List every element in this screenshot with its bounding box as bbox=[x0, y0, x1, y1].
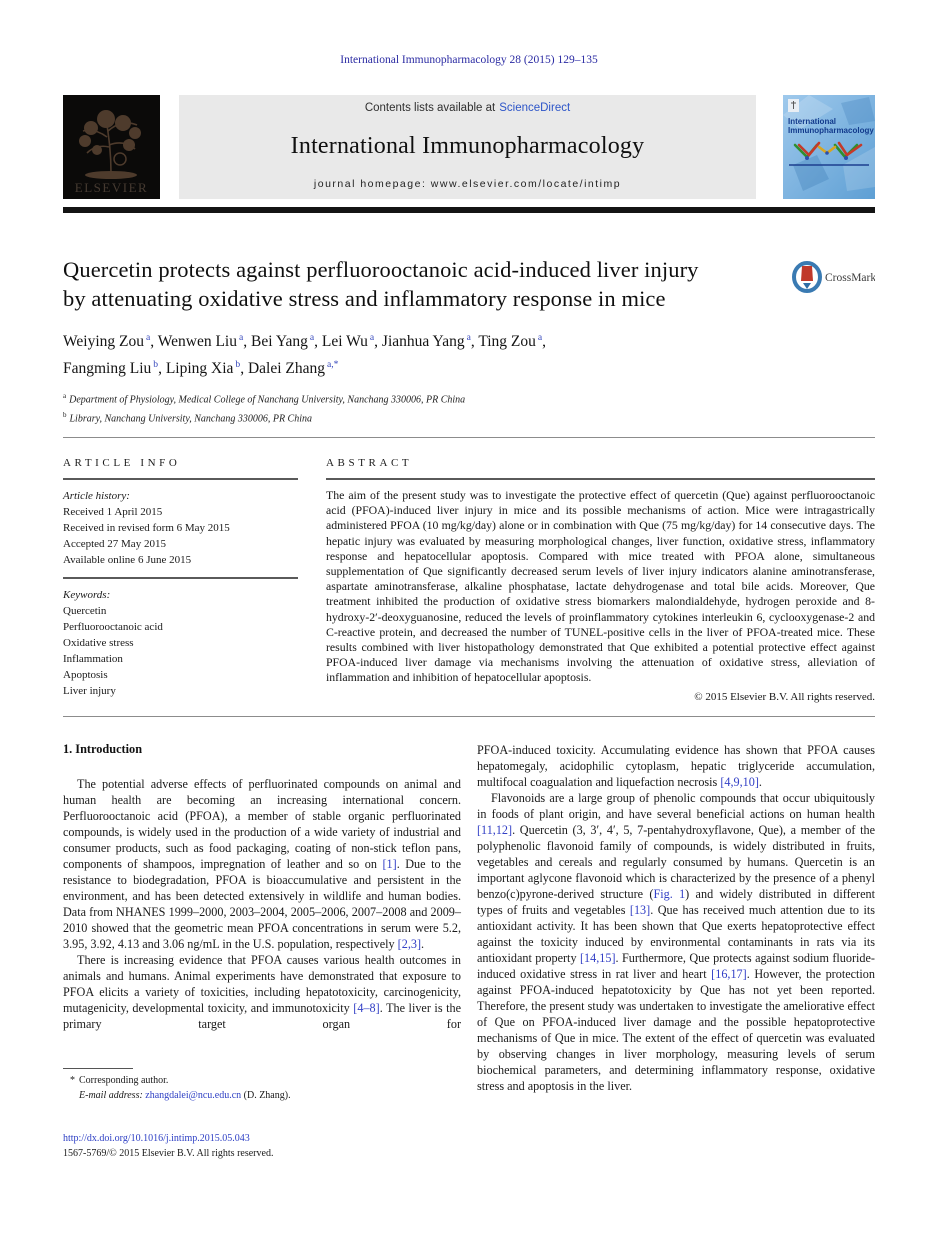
affiliations bbox=[63, 389, 875, 426]
author: Wenwen Liu $^a$, bbox=[157, 332, 251, 351]
abstract-text: The aim of the present study was to investigate the protective effect of quercetin (Que) against perfluorooctanoic acid (PFOA)-induced liver injury in mice and its possible mechanisms of action. Mice were intragastrically administered PFOA (10 mg/kg/day) alone or in combination with Que (75 mg/kg/day) for 14 consecutive days. The hepatic injury was evaluated by measuring morphological changes, liver function, oxidative stress, inflammatory response and hepatocellular apoptosis. Compared with mice treated with PFOA alone, simultaneous supplementation of Que significantly decreased serum levels of liver injury indicators alanine aminotransferase, aspartate aminotransferase, alkaline phosphatase, lactate dehydrogenase and total bile acids. Moreover, Que treatment inhibited the production of oxidative stress biomarkers malondialdehyde, hydrogen peroxide and 8-hydroxy-2′-deoxyguanosine, reduced the levels of proinflammatory cytokines interleukin 6, cyclooxygenase-2 and C-reactive protein, and decreased the number of TUNEL-positive cells in the liver of PFOA-treated mice. These results combined with liver histopathology demonstrated that Que exhibited a potential protective effect against PFOA-induced liver damage via mechanisms involving the attenuation of oxidative stress, alleviation of inflammation and inhibition of hepatocellular apoptosis. bbox=[326, 487, 875, 685]
elsevier-wordmark: ELSEVIER bbox=[74, 180, 149, 195]
sciencedirect-link[interactable]: ScienceDirect bbox=[499, 102, 571, 114]
crossmark-badge[interactable] bbox=[791, 260, 875, 313]
article-title-line2: by attenuating oxidative stress and inflammatory response in mice bbox=[63, 285, 666, 311]
intro-paragraph-4: Flavonoids are a large group of phenolic compounds that occur ubiquitously in foods of plant origin, and have several beneficial actions on human health [11,12]. Quercetin (3, 3′, 4′, 5, 7-pentahydroxyflavone, Que), a member of the polyphenolic flavonoid family of compounds, is widely distributed in fruits, vegetables and cereals and regularly consumed by humans. Quercetin is an important aglycone flavonoid which is characterized by the presence of a phenyl benzo(c)pyrone-derived structure (Fig. 1) and widely distributed in different types of fruits and vegetables [13]. Que has received much attention due to its antioxidant activity. It has been shown that Que exerts hepatoprotective effect against the toxicity induced by environmental contaminants in rats via its antioxidant property [14,15]. Furthermore, Que protects against sodium fluoride-induced oxidative stress in rat liver and heart [16,17]. However, the protection against PFOA-induced hepatotoxicity by Que has not yet been reported. Therefore, the present study was undertaken to investigate the ameliorative effect of Que on PFOA-induced liver damage and the possible hepatoprotective mechanisms of Que in mice. The extent of the effect of quercetin was evaluated by observing changes in liver morphology, measuring levels of serum biochemical parameters, and determining inflammatory response, oxidative stress and apoptosis in the liver. bbox=[477, 790, 875, 1093]
info-abstract-section bbox=[63, 457, 875, 703]
article-title bbox=[63, 256, 699, 313]
footnote-line1: * Corresponding author. bbox=[70, 1075, 169, 1086]
affiliation-b: $^b$ Library, Nanchang University, Nanchang 330006, PR China bbox=[63, 410, 312, 424]
homepage-url-link[interactable]: www.elsevier.com/locate/intimp bbox=[430, 178, 622, 190]
history-item: Accepted 27 May 2015 bbox=[63, 537, 166, 550]
author: Fangming Liu $^b$, bbox=[63, 359, 166, 378]
contents-line-text: Contents lists available at bbox=[364, 102, 496, 114]
history-item: Received 1 April 2015 bbox=[63, 505, 163, 518]
keywords-block bbox=[63, 587, 298, 699]
article-history-label: Article history: bbox=[63, 489, 130, 502]
masthead-divider-bar bbox=[63, 207, 875, 213]
citation-link[interactable]: [4,9,10] bbox=[720, 774, 759, 789]
author-list bbox=[63, 326, 875, 380]
citation-link[interactable]: [2,3] bbox=[397, 936, 422, 951]
crossmark-label: CrossMark bbox=[825, 272, 875, 284]
divider-rule bbox=[63, 437, 875, 438]
affiliation-a: $^a$ Department of Physiology, Medical College of Nanchang University, Nanchang 330006, PR China bbox=[63, 392, 466, 406]
running-head-citation: International Immunopharmacology 28 (2015) 129–135 bbox=[340, 54, 598, 66]
corresponding-email-link[interactable]: zhangdalei@ncu.edu.cn bbox=[145, 1089, 242, 1101]
author: Weiying Zou $^a$, bbox=[63, 332, 158, 351]
journal-cover-thumbnail bbox=[783, 95, 875, 199]
journal-masthead bbox=[63, 95, 875, 199]
journal-title: International Immunopharmacology bbox=[290, 132, 645, 159]
intro-paragraph-2: There is increasing evidence that PFOA causes various health outcomes in animals and humans. Animal experiments have demonstrated that exposure to PFOA elicits a variety of toxicities, including hepatotoxicity, carcinogenicity, mutagenicity, developmental toxicity, and immunotoxicity [4–8]. The liver is the primary target organ for bbox=[63, 952, 461, 1031]
footnote-line2: E-mail address: zhangdalei@ncu.edu.cn (D. Zhang). bbox=[79, 1089, 291, 1101]
cover-title-line2: Immunopharmacology bbox=[788, 126, 874, 135]
contents-line bbox=[183, 102, 752, 114]
citation-link[interactable]: [13] bbox=[629, 902, 651, 917]
intro-paragraph-3: PFOA-induced toxicity. Accumulating evidence has shown that PFOA causes hepatomegaly, acidophilic cytoplasm, hepatic triglyceride accumulation, multifocal coagualation and liquefaction necrosis [4,9,10]. bbox=[477, 742, 875, 789]
author: Ting Zou $^a$, bbox=[478, 332, 547, 351]
elsevier-logo bbox=[63, 95, 160, 199]
abstract-column bbox=[326, 457, 875, 703]
history-item: Available online 6 June 2015 bbox=[63, 553, 192, 566]
citation-link[interactable]: [1] bbox=[382, 856, 397, 871]
citation-link[interactable]: [4–8] bbox=[353, 1000, 380, 1015]
article-info-heading: ARTICLE INFO bbox=[63, 456, 181, 469]
keyword: Apoptosis bbox=[63, 668, 108, 681]
doi-link[interactable]: http://dx.doi.org/10.1016/j.intimp.2015.05.043 bbox=[63, 1133, 250, 1144]
citation-link[interactable]: [11,12] bbox=[477, 822, 513, 837]
author: Jianhua Yang $^a$, bbox=[381, 332, 479, 351]
abstract-copyright: © 2015 Elsevier B.V. All rights reserved. bbox=[694, 690, 875, 703]
section-heading-introduction: 1. Introduction bbox=[63, 741, 143, 756]
article-title-line1: Quercetin protects against perfluorooctanoic acid-induced liver injury bbox=[63, 257, 699, 282]
body-right-column bbox=[477, 742, 875, 1142]
keywords-label: Keywords: bbox=[63, 588, 111, 601]
rule bbox=[326, 478, 875, 480]
rule bbox=[63, 577, 298, 579]
history-item: Received in revised form 6 May 2015 bbox=[63, 521, 230, 534]
keyword: Oxidative stress bbox=[63, 636, 134, 649]
figure-reference-link[interactable]: Fig. 1 bbox=[653, 886, 686, 901]
author-corresponding: Dalei Zhang $^{a,*}$ bbox=[247, 359, 339, 378]
rule bbox=[63, 478, 298, 480]
footnote-rule bbox=[63, 1068, 133, 1069]
author: Bei Yang $^a$, bbox=[251, 332, 322, 351]
citation-link[interactable]: [16,17] bbox=[711, 966, 747, 981]
article-info-column bbox=[63, 457, 298, 703]
doi-issn-block bbox=[63, 1132, 273, 1161]
crossmark-icon bbox=[791, 260, 875, 294]
keyword: Liver injury bbox=[63, 684, 116, 697]
abstract-heading: ABSTRACT bbox=[326, 456, 413, 469]
keyword: Inflammation bbox=[63, 652, 123, 665]
keyword: Perfluorooctanoic acid bbox=[63, 620, 163, 633]
issn-copyright-line: 1567-5769/© 2015 Elsevier B.V. All rights reserved. bbox=[63, 1147, 274, 1159]
keyword: Quercetin bbox=[63, 604, 107, 617]
title-block bbox=[63, 256, 875, 313]
homepage-label: journal homepage: bbox=[313, 178, 427, 190]
corresponding-author-footnote bbox=[63, 1068, 393, 1103]
article-history bbox=[63, 488, 298, 568]
citation-link[interactable]: [14,15] bbox=[579, 950, 616, 965]
section-divider-rule bbox=[63, 716, 875, 717]
masthead-center-panel bbox=[179, 95, 756, 199]
author: Liping Xia $^b$, bbox=[165, 359, 248, 378]
cover-title-line1: International bbox=[788, 117, 837, 126]
elsevier-tree-icon bbox=[63, 95, 160, 199]
journal-cover-art bbox=[783, 95, 875, 199]
intro-paragraph-1: The potential adverse effects of perfluorinated compounds on animal and human health are becoming an increasing international concern. Perfluorooctanoic acid (PFOA), a member of stable organic perfluorinated compounds, is widely used in the production of a wide variety of industrial and consumer products, such as food packaging, coating of non-stick teflon pans, components of shampoos, impregnation of leather and so on [1]. Due to the resistance to biodegradation, PFOA is bioaccumulative and persistent in the environment, and has been detected extensively in wildlife and human bodies. Data from NHANES 1999–2000, 2003–2004, 2005–2006, 2007–2008 and 2009–2010 showed that the geometric mean PFOA concentrations in serum were 5.2, 3.95, 3.92, 4.13 and 3.06 ng/mL in the U.S. population, respectively [2,3]. bbox=[63, 776, 461, 951]
journal-homepage-line bbox=[183, 178, 752, 190]
author: Lei Wu $^a$, bbox=[321, 332, 382, 351]
